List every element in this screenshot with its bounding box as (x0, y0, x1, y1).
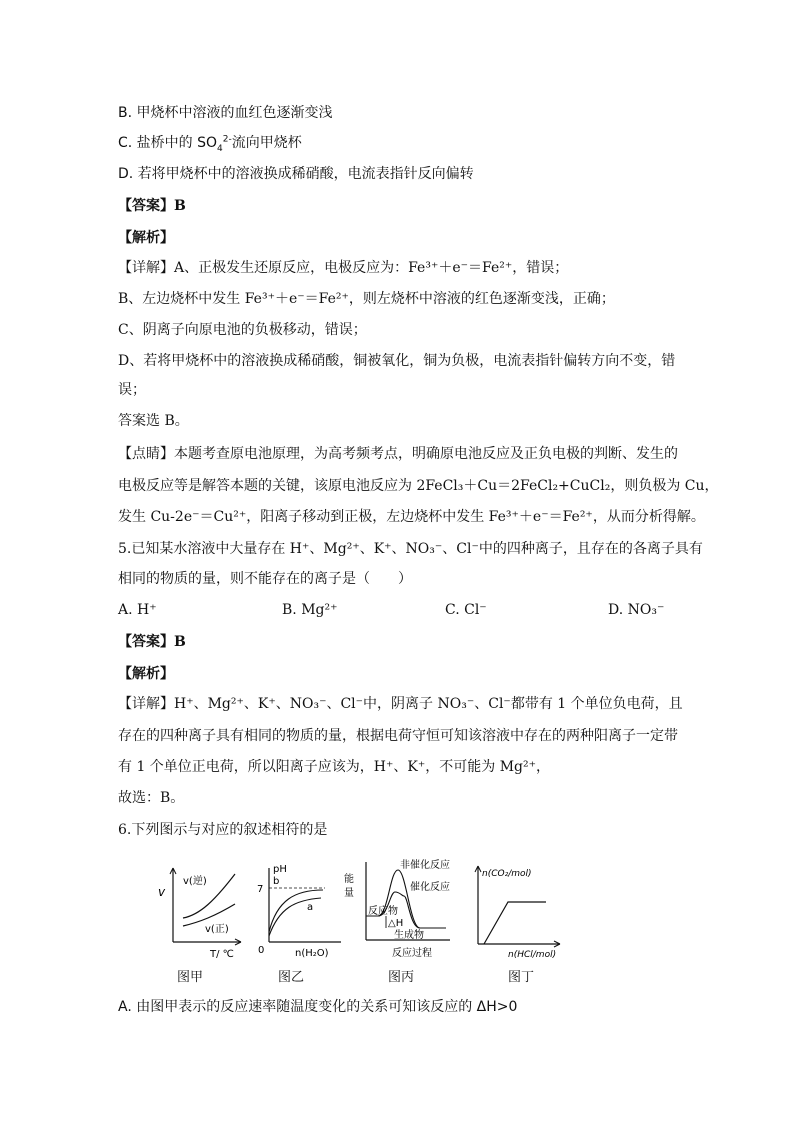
comment-line: 发生 Cu-2e⁻＝Cu²⁺，阳离子移动到正极，左边烧杯中发生 Fe³⁺＋e⁻＝Fe²⁺，从而分析得解。 (118, 509, 705, 525)
figure-ding (470, 856, 565, 962)
y-axis-label: n(CO₂/mol) (482, 869, 532, 879)
answer-choice-line: 故选：B。 (118, 790, 185, 806)
y-axis-label: 能 (344, 874, 354, 885)
detail-line: 存在的四种离子具有相同的物质的量，根据电荷守恒可知该溶液中存在的两种阳离子一定带 (118, 728, 678, 744)
question-6-option-a: A. 由图甲表示的反应速率随温度变化的关系可知该反应的 ΔH>0 (118, 999, 518, 1015)
curve-co2 (484, 902, 546, 944)
curve-b (269, 890, 323, 932)
option-c: C. 盐桥中的 $SO_4^{2-}$流向甲烧杯 (118, 134, 302, 154)
figure-yi (255, 860, 345, 960)
label-product: 生成物 (394, 930, 424, 941)
x-axis-label: T/ ℃ (210, 949, 234, 960)
answer-heading: 【答案】B (118, 634, 186, 650)
curve-label-b: b (273, 876, 280, 887)
question-5-stem: 相同的物质的量，则不能存在的离子是（ ） (118, 571, 412, 587)
detail-line: B、左边烧杯中发生 Fe³⁺＋e⁻＝Fe²⁺，则左烧杯中溶液的红色逐渐变浅，正确； (118, 291, 615, 307)
figure-bing (338, 856, 458, 962)
curve-v-forward (183, 904, 235, 926)
label-reactant: 反应物 (368, 906, 398, 917)
q5-option-a: A. H⁺ (118, 602, 157, 618)
x-axis-label: n(HCl/mol) (508, 950, 557, 960)
question-6-stem: 6.下列图示与对应的叙述相符的是 (118, 822, 328, 838)
label-noncatalyzed: 非催化反应 (400, 860, 450, 871)
detail-line: D、若将甲烧杯中的溶液换成稀硝酸，铜被氧化，铜为负极，电流表指针偏转方向不变，错 (118, 353, 676, 369)
option-b: B. 甲烧杯中溶液的血红色逐渐变浅 (118, 105, 333, 121)
comment-line: 【点睛】本题考查原电池原理，为高考频考点，明确原电池反应及正负电极的判断、发生的 (118, 446, 678, 462)
analysis-heading: 【解析】 (118, 666, 174, 682)
question-5-stem: 5.已知某水溶液中大量存在 H⁺、Mg²⁺、K⁺、NO₃⁻、Cl⁻中的四种离子，且存在的各离子具有 (118, 541, 703, 557)
y-axis-label: pH (273, 864, 287, 875)
label-catalyzed: 催化反应 (410, 882, 450, 893)
y-tick-7: 7 (257, 884, 264, 895)
y-axis-label: 量 (344, 888, 354, 899)
detail-line: 【详解】A、正极发生还原反应，电极反应为：Fe³⁺＋e⁻＝Fe²⁺，错误； (118, 260, 569, 276)
q5-option-d: D. NO₃⁻ (608, 602, 665, 618)
comment-line: 电极反应等是解答本题的关键，该原电池反应为 2FeCl₃＋Cu＝2FeCl₂+CuCl₂，则负极为 Cu， (118, 478, 719, 494)
figure-caption: 图丁 (508, 970, 535, 985)
detail-line: 【详解】H⁺、Mg²⁺、K⁺、NO₃⁻、Cl⁻中，阴离子 NO₃⁻、Cl⁻都带有 1 个单位负电荷，且 (118, 696, 683, 712)
label-delta-h: △H (388, 918, 404, 929)
figure-caption: 图甲 (177, 970, 204, 985)
answer-heading: 【答案】B (118, 198, 186, 214)
analysis-heading: 【解析】 (118, 230, 174, 246)
y-axis-label: v (158, 885, 166, 899)
detail-line: 误； (118, 382, 146, 398)
detail-line: C、阴离子向原电池的负极移动，错误； (118, 322, 367, 338)
figure-jia (155, 860, 245, 960)
curve-label-forward: v(正) (205, 924, 229, 935)
option-d: D. 若将甲烧杯中的溶液换成稀硝酸，电流表指针反向偏转 (118, 166, 474, 182)
figure-caption: 图丙 (388, 970, 415, 985)
curve-label-reverse: v(逆) (183, 876, 207, 887)
x-axis-label: 反应过程 (392, 948, 432, 959)
detail-line: 有 1 个单位正电荷，所以阳离子应该为，H⁺、K⁺，不可能为 Mg²⁺， (118, 759, 551, 775)
q5-option-c: C. Cl⁻ (445, 602, 487, 618)
x-axis-label: n(H₂O) (295, 948, 329, 959)
curve-a (269, 898, 321, 936)
curve-label-a: a (307, 902, 314, 913)
answer-choice-line: 答案选 B。 (118, 413, 189, 429)
q5-option-b: B. Mg²⁺ (282, 602, 338, 618)
origin-label: 0 (258, 945, 265, 956)
figure-caption: 图乙 (278, 970, 305, 985)
